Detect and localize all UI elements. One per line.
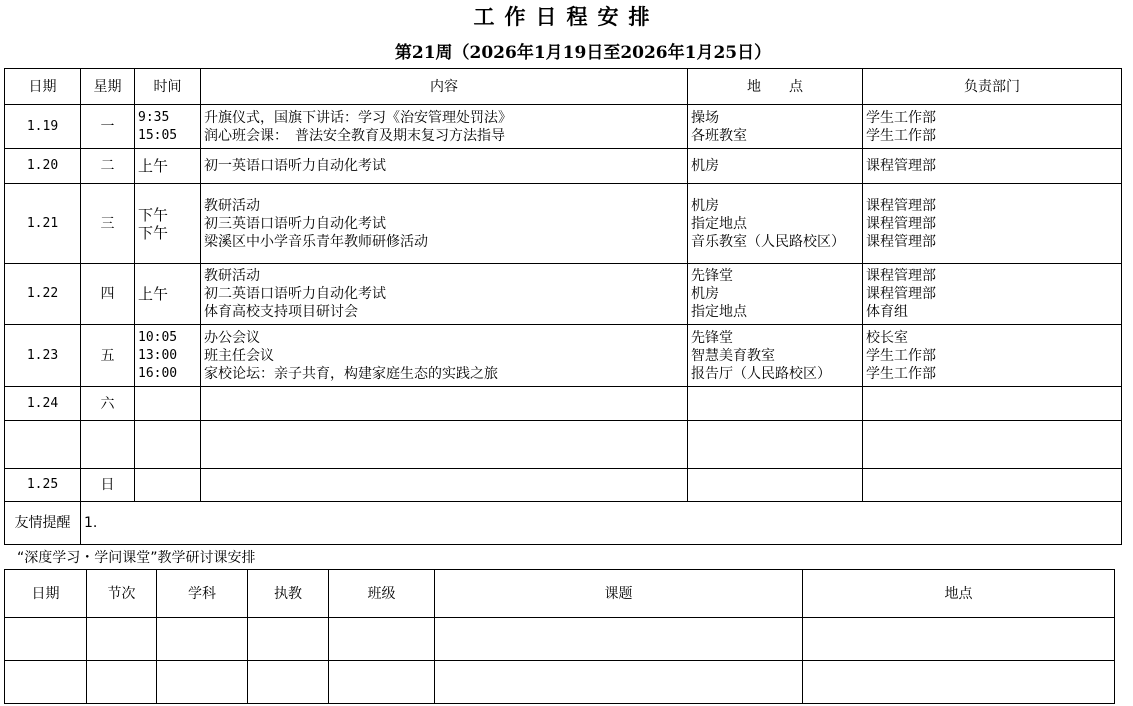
row-times — [135, 325, 201, 387]
row-location: 报告厅（人民路校区） — [691, 365, 831, 382]
schedule-row — [5, 105, 1122, 149]
row-departments — [863, 105, 1122, 149]
row-times — [135, 149, 201, 184]
row-department: 学生工作部 — [866, 109, 936, 126]
row-locations — [688, 421, 863, 469]
row-weekday: 日 — [81, 469, 135, 502]
row-item: 润心班会课： 普法安全教育及期末复习方法指导 — [204, 127, 505, 144]
row-location: 音乐教室（人民路校区） — [691, 233, 845, 250]
row-date: 1.24 — [5, 387, 81, 421]
row-department: 课程管理部 — [866, 215, 936, 232]
row-items — [201, 184, 688, 264]
row-department: 体育组 — [866, 304, 908, 320]
row-time: 13:00 — [138, 347, 178, 363]
header-location: 地 点 — [688, 69, 863, 105]
row-times — [135, 105, 201, 149]
row-time: 下午 — [138, 223, 169, 242]
row-location: 指定地点 — [691, 215, 747, 232]
row-locations — [688, 105, 863, 149]
row-location: 机房 — [691, 286, 719, 302]
schedule-row — [5, 184, 1122, 264]
row-department: 课程管理部 — [866, 286, 936, 302]
row-department: 学生工作部 — [866, 365, 936, 382]
row-departments — [863, 149, 1122, 184]
row-times — [135, 469, 201, 502]
row-date: 1.21 — [5, 184, 81, 264]
reminder-row — [5, 502, 1122, 545]
row-weekday: 六 — [81, 387, 135, 421]
row-location: 各班教室 — [691, 127, 747, 144]
schedule-row — [5, 149, 1122, 184]
row-departments — [863, 421, 1122, 469]
row-time: 15:05 — [138, 127, 178, 143]
row-departments — [863, 325, 1122, 387]
row-date: 1.23 — [5, 325, 81, 387]
row-department: 学生工作部 — [866, 127, 936, 144]
research-header-period: 节次 — [87, 570, 157, 618]
row-locations — [688, 184, 863, 264]
schedule-row — [5, 421, 1122, 469]
research-header-topic: 课题 — [435, 570, 803, 618]
row-item: 梁溪区中小学音乐青年教师研修活动 — [204, 233, 428, 250]
row-department: 课程管理部 — [866, 268, 936, 284]
research-table — [4, 569, 1115, 704]
row-location: 指定地点 — [691, 304, 747, 320]
row-department: 课程管理部 — [866, 233, 936, 250]
row-times — [135, 421, 201, 469]
row-times — [135, 264, 201, 325]
row-department: 课程管理部 — [866, 158, 936, 174]
row-departments — [863, 184, 1122, 264]
row-items — [201, 421, 688, 469]
row-weekday — [81, 421, 135, 469]
row-locations — [688, 149, 863, 184]
research-header-row — [5, 570, 1115, 618]
research-header-class: 班级 — [329, 570, 435, 618]
row-date — [5, 421, 81, 469]
row-weekday: 二 — [81, 149, 135, 184]
header-date: 日期 — [5, 69, 81, 105]
row-date: 1.20 — [5, 149, 81, 184]
row-locations — [688, 469, 863, 502]
row-weekday: 五 — [81, 325, 135, 387]
header-content: 内容 — [201, 69, 688, 105]
row-date: 1.22 — [5, 264, 81, 325]
reminder-label: 友情提醒 — [5, 502, 81, 545]
research-empty-row — [5, 661, 1115, 704]
row-location: 先锋堂 — [691, 268, 733, 284]
row-department: 学生工作部 — [866, 347, 936, 364]
row-items — [201, 387, 688, 421]
row-location: 先锋堂 — [691, 329, 733, 346]
research-section-title: “深度学习・学问课堂”教学研讨课安排 — [17, 550, 256, 566]
row-time: 16:00 — [138, 365, 178, 381]
row-date: 1.25 — [5, 469, 81, 502]
row-time: 上午 — [138, 157, 169, 175]
schedule-row — [5, 264, 1122, 325]
schedule-row — [5, 325, 1122, 387]
row-item: 家校论坛：亲子共育，构建家庭生态的实践之旅 — [204, 365, 498, 382]
row-department: 校长室 — [866, 329, 908, 346]
row-item: 教研活动 — [204, 268, 260, 284]
row-item: 初三英语口语听力自动化考试 — [204, 215, 386, 232]
row-times — [135, 387, 201, 421]
page-title: 工作日程安排 — [473, 4, 660, 29]
row-item: 初一英语口语听力自动化考试 — [204, 158, 386, 174]
reminder-text: 1. — [81, 502, 1122, 545]
research-empty-row — [5, 618, 1115, 661]
row-weekday: 四 — [81, 264, 135, 325]
schedule-row — [5, 469, 1122, 502]
row-item: 班主任会议 — [204, 347, 274, 364]
row-items — [201, 149, 688, 184]
row-department: 课程管理部 — [866, 197, 936, 214]
research-header-teacher: 执教 — [248, 570, 329, 618]
row-departments — [863, 387, 1122, 421]
schedule-body — [5, 105, 1122, 502]
row-departments — [863, 469, 1122, 502]
row-item: 体育高校支持项目研讨会 — [204, 304, 358, 320]
research-header-date: 日期 — [5, 570, 87, 618]
research-header-subject: 学科 — [157, 570, 248, 618]
schedule-row — [5, 387, 1122, 421]
schedule-table — [4, 68, 1122, 545]
row-item: 办公会议 — [204, 329, 260, 346]
schedule-header-row — [5, 69, 1122, 105]
header-time: 时间 — [135, 69, 201, 105]
row-locations — [688, 325, 863, 387]
row-times — [135, 184, 201, 264]
row-date: 1.19 — [5, 105, 81, 149]
row-weekday: 三 — [81, 184, 135, 264]
week-subtitle: 第21周（2026年1月19日至2026年1月25日） — [394, 43, 772, 63]
row-time: 9:35 — [138, 109, 170, 125]
row-time: 上午 — [138, 285, 169, 303]
row-location: 操场 — [691, 109, 719, 126]
row-time: 下午 — [138, 205, 169, 224]
header-weekday: 星期 — [81, 69, 135, 105]
row-item: 升旗仪式，国旗下讲话：学习《治安管理处罚法》 — [204, 109, 512, 126]
row-location: 机房 — [691, 158, 719, 174]
row-weekday: 一 — [81, 105, 135, 149]
row-location: 智慧美育教室 — [691, 347, 775, 364]
row-locations — [688, 387, 863, 421]
row-items — [201, 325, 688, 387]
row-items — [201, 469, 688, 502]
header-department: 负责部门 — [863, 69, 1122, 105]
row-items — [201, 264, 688, 325]
research-header-location: 地点 — [803, 570, 1115, 618]
row-items — [201, 105, 688, 149]
row-departments — [863, 264, 1122, 325]
row-item: 初二英语口语听力自动化考试 — [204, 286, 386, 302]
row-locations — [688, 264, 863, 325]
row-location: 机房 — [691, 197, 719, 214]
row-time: 10:05 — [138, 329, 178, 345]
row-item: 教研活动 — [204, 197, 260, 214]
